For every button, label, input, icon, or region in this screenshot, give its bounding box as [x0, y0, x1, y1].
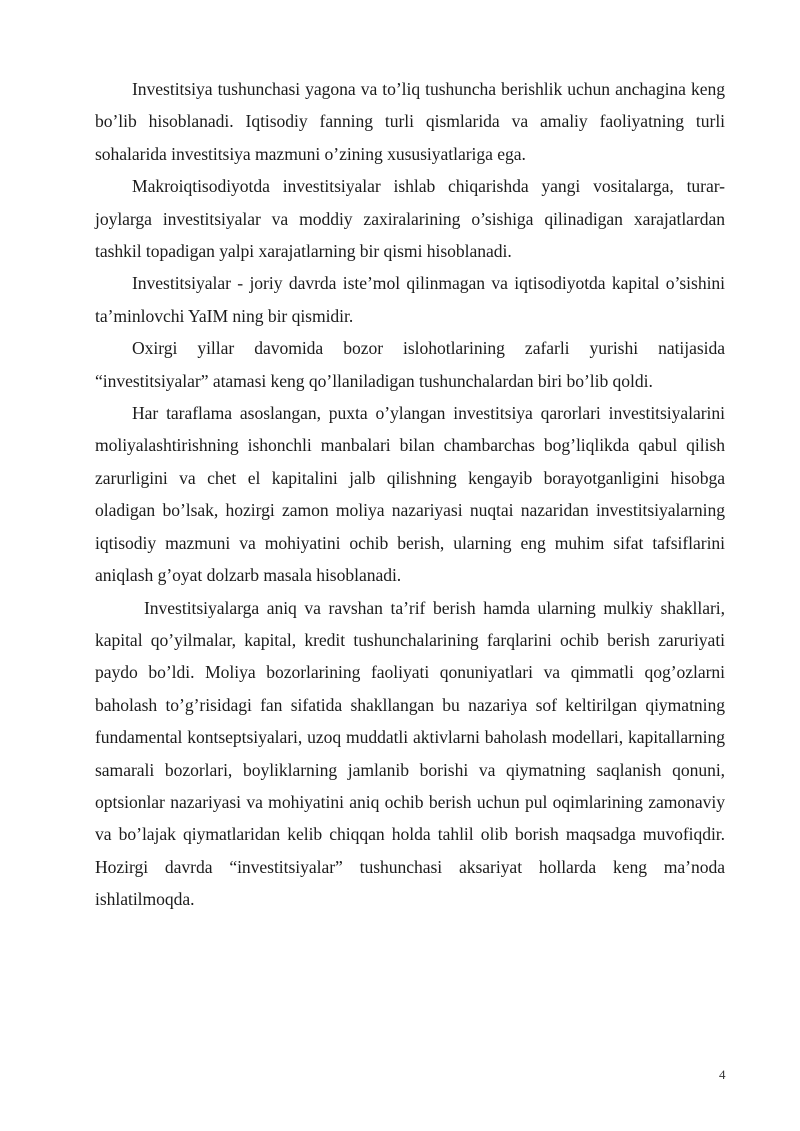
paragraph-5: Har taraflama asoslangan, puxta o’ylangan investitsiya qarorlari investitsiyalarini moliyalashtirishning ishonchli manbalari bilan chambarchas bog’liqlikda qabul qilish zarurligini va chet el kapitalini jalb qilishning kengayib borayotganligini hisobga oladigan bo’lsak, hozirgi zamon moliya nazariyasi nuqtai nazaridan investitsiyalarning iqtisodiy mazmuni va mohiyatini ochib berish, ularning eng muhim sifat tafsiflarini aniqlash g’oyat dolzarb masala hisoblanadi.	[95, 403, 725, 586]
document-body	[95, 73, 725, 916]
paragraph-3: Investitsiyalar - joriy davrda iste’mol qilinmagan va iqtisodiyotda kapital o’sishini ta’minlovchi YaIM ning bir qismidir.	[95, 273, 725, 326]
paragraph-6: Investitsiyalarga aniq va ravshan ta’rif berish hamda ularning mulkiy shakllari, kapital qo’yilmalar, kapital, kredit tushunchalarining farqlarini ochib berish zaruriyati paydo bo’ldi. Moliya bozorlarining faoliyati qonuniyatlari va qimmatli qog’ozlarni baholash to’g’risidagi fan sifatida shakllangan bu nazariya sof keltirilgan qiymatning fundamental kontseptsiyalari, uzoq muddatli aktivlarni baholash modellari, kapitallarning samarali bozorlari, boyliklarning jamlanib borishi va qiymatning saqlanish qonuni, optsionlar nazariyasi va mohiyatini aniq ochib berish uchun pul oqimlarining zamonaviy va bo’lajak qiymatlaridan kelib chiqqan holda tahlil olib borish maqsadga muvofiqdir. Hozirgi davrda “investitsiyalar” tushunchasi aksariyat hollarda keng ma’noda ishlatilmoqda.	[95, 597, 725, 910]
paragraph-2: Makroiqtisodiyotda investitsiyalar ishlab chiqarishda yangi vositalarga, turar-joylarga investitsiyalar va moddiy zaxiralarining o’sishiga qilinadigan xarajatlardan tashkil topadigan yalpi xarajatlarning bir qismi hisoblanadi.	[95, 176, 725, 262]
page-number: 4	[719, 1067, 726, 1082]
paragraph-4: Oxirgi yillar davomida bozor islohotlarining zafarli yurishi natijasida “investitsiyalar” atamasi keng qo’llaniladigan tushunchalardan biri bo’lib qoldi.	[95, 338, 725, 391]
paragraph-1: Investitsiya tushunchasi yagona va to’liq tushuncha berishlik uchun anchagina keng bo’lib hisoblanadi. Iqtisodiy fanning turli qismlarida va amaliy faoliyatning turli sohalarida investitsiya mazmuni o’zining xususiyatlariga ega.	[95, 79, 725, 164]
